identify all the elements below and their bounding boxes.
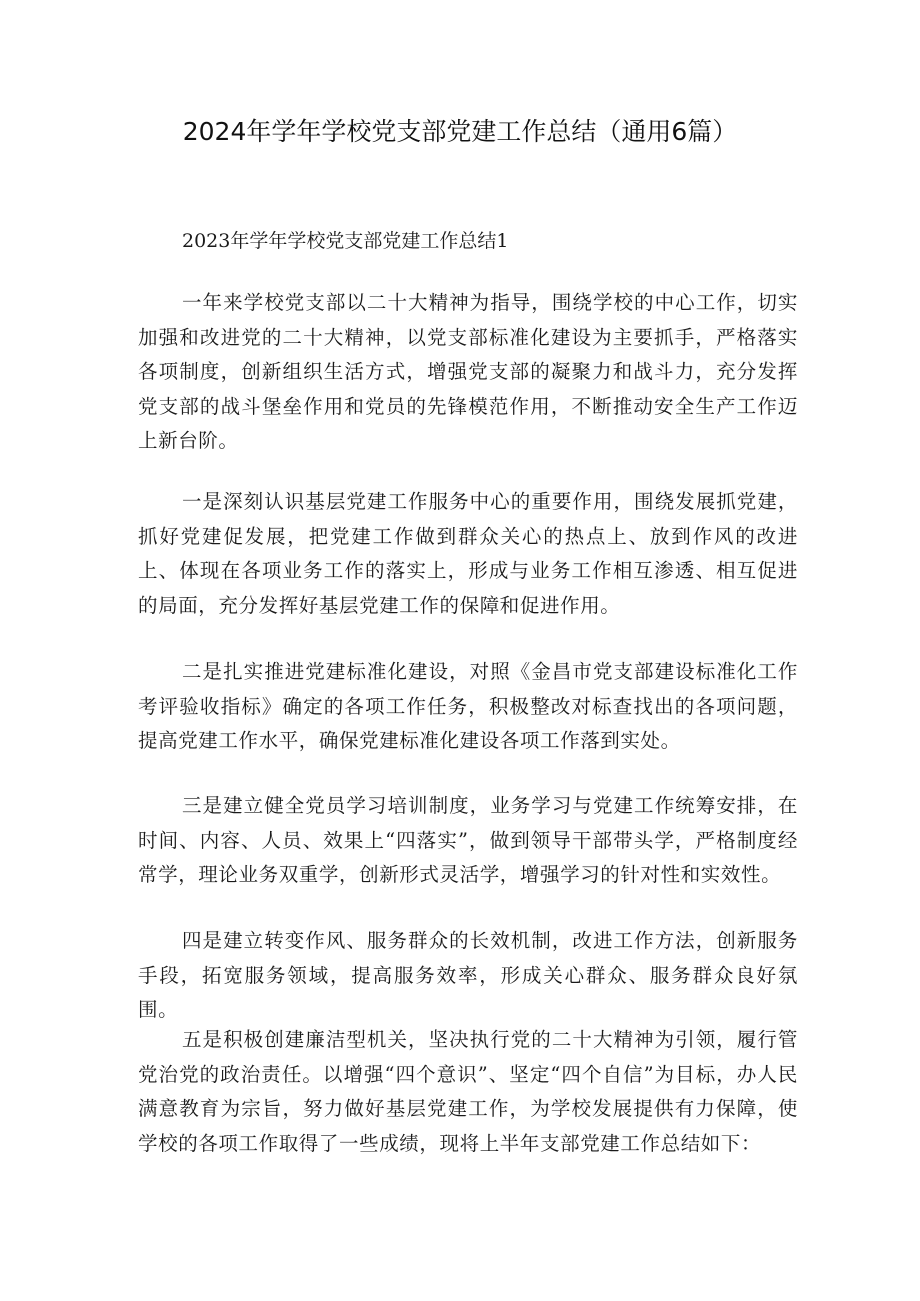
section-heading: 2023年学年学校党支部党建工作总结1	[182, 230, 509, 252]
paragraph-point-5: 五是积极创建廉洁型机关，坚决执行党的二十大精神为引领，履行管党治党的政治责任。以增强“四个意识”、坚定“四个自信”为目标，办人民满意教育为宗旨，努力做好基层党建工作，为学校发展提供有力保障，使学校的各项工作取得了一些成绩，现将上半年支部党建工作总结如下：	[138, 1028, 798, 1155]
paragraph-point-2: 二是扎实推进党建标准化建设，对照《金昌市党支部建设标准化工作考评验收指标》确定的各项工作任务，积极整改对标查找出的各项问题，提高党建工作水平，确保党建标准化建设各项工作落到实处。	[138, 660, 798, 752]
paragraph-point-3: 三是建立健全党员学习培训制度，业务学习与党建工作统筹安排，在时间、内容、人员、效果上“四落实”，做到领导干部带头学，严格制度经常学，理论业务双重学，创新形式灵活学，增强学习的针对性和实效性。	[138, 794, 798, 886]
paragraph-point-1: 一是深刻认识基层党建工作服务中心的重要作用，围绕发展抓党建，抓好党建促发展，把党建工作做到群众关心的热点上、放到作风的改进上、体现在各项业务工作的落实上，形成与业务工作相互渗透、相互促进的局面，充分发挥好基层党建工作的保障和促进作用。	[138, 490, 798, 617]
document-title: 2024年学年学校党支部党建工作总结（通用6篇）	[182, 117, 738, 146]
paragraph-point-4: 四是建立转变作风、服务群众的长效机制，改进工作方法，创新服务手段，拓宽服务领域，提高服务效率，形成关心群众、服务群众良好氛围。	[138, 929, 798, 1021]
paragraph-intro: 一年来学校党支部以二十大精神为指导，围绕学校的中心工作，切实加强和改进党的二十大精神，以党支部标准化建设为主要抓手，严格落实各项制度，创新组织生活方式，增强党支部的凝聚力和战斗力，充分发挥党支部的战斗堡垒作用和党员的先锋模范作用，不断推动安全生产工作迈上新台阶。	[138, 291, 798, 452]
